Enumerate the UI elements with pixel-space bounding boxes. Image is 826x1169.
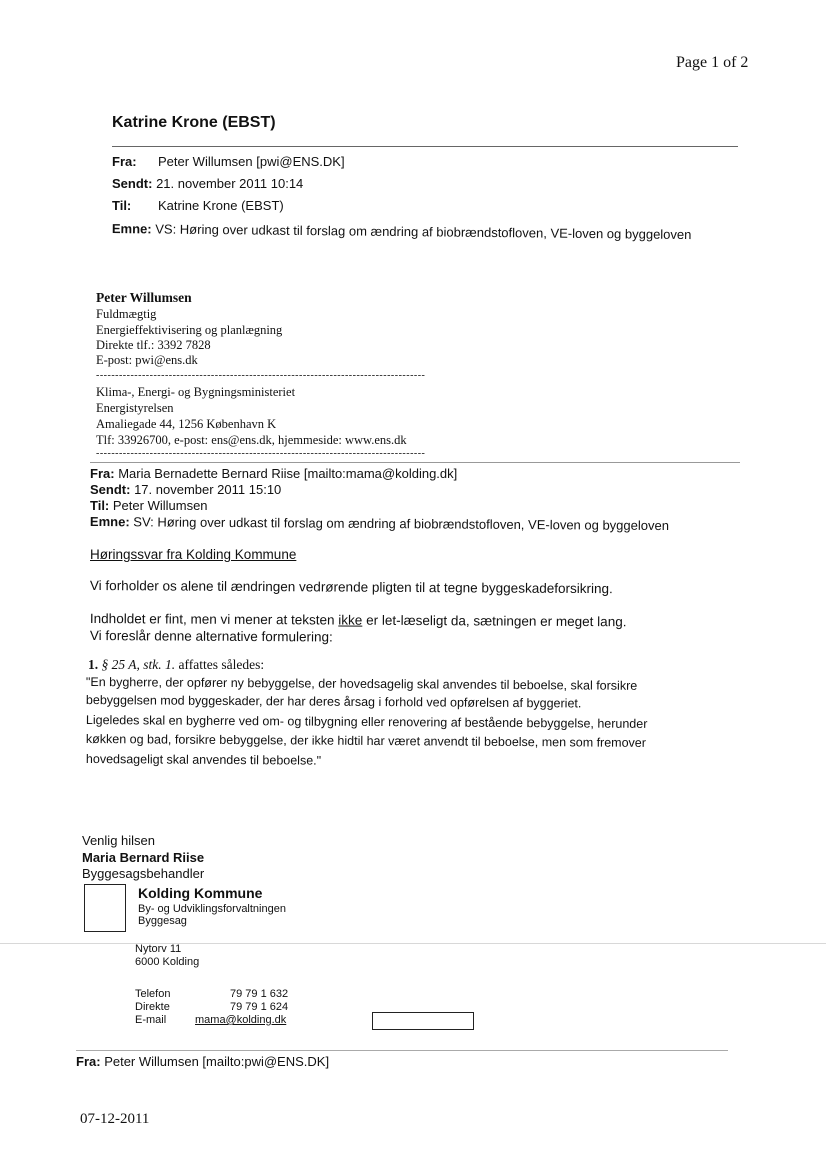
org-department: By- og Udviklingsforvaltningen [138, 903, 286, 915]
stamp-box [372, 1012, 474, 1030]
closing-role: Byggesagsbehandler [82, 866, 205, 881]
body-heading: Høringssvar fra Kolding Kommune [90, 547, 297, 562]
header-from [112, 154, 345, 170]
sender-department: Energieffektivisering og planlægning [96, 323, 283, 337]
forward-to-label: Til: [90, 498, 110, 513]
proposal-reference: § 25 A, stk. 1. [101, 657, 176, 672]
header-sent-label: Sendt: [112, 176, 153, 191]
closing-greeting: Venlig hilsen [82, 833, 155, 848]
org-city: 6000 Kolding [135, 956, 200, 968]
header-sent [112, 176, 303, 192]
forward-sent [90, 482, 281, 498]
header-to-label: Til: [112, 198, 132, 213]
agency-contact-line: Tlf: 33926700, e-post: ens@ens.dk, hjemmeside: www.ens.dk [96, 433, 407, 447]
header-to-value: Katrine Krone (EBST) [158, 198, 284, 213]
agency-address: Amaliegade 44, 1256 København K [96, 417, 277, 431]
header-sent-value: 21. november 2011 10:14 [156, 176, 304, 191]
quote-line-4: køkken og bad, forsikre bebyggelse, der ikke hidtil har været anvendt til beboelse, men som fremover [85, 732, 646, 750]
contact-telefon [135, 988, 288, 1001]
sender-name: Peter Willumsen [96, 290, 192, 305]
org-street: Nytorv 11 [135, 943, 182, 955]
footer-from-label: Fra: [76, 1054, 101, 1069]
proposal-number: 1. [88, 657, 99, 672]
contact-direkte-value: 79 79 1 624 [230, 1001, 289, 1013]
forward-rule [90, 462, 740, 463]
quote-line-3: Ligeledes skal en bygherre ved om- og tilbygning eller renovering af bestående bebyggelse, herunder [85, 713, 648, 731]
footer-from-value: Peter Willumsen [mailto:pwi@ENS.DK] [104, 1054, 330, 1069]
proposal-line [88, 656, 264, 673]
closing-name: Maria Bernard Riise [82, 850, 205, 865]
body-paragraph-2-pre: Indholdet er fint, men vi mener at teksten [89, 611, 339, 628]
contact-telefon-label: Telefon [135, 988, 171, 1000]
sender-email-label: E-post: [96, 353, 133, 367]
contact-email [135, 1014, 286, 1027]
sender-email-value: pwi@ens.dk [135, 353, 198, 367]
forward-subject [90, 514, 669, 534]
org-name: Kolding Kommune [138, 885, 263, 901]
quote-line-5: hovedsageligt skal anvendes til beboelse." [85, 752, 322, 768]
ministry-name: Klima-, Energi- og Bygningsministeriet [96, 385, 296, 399]
contact-email-label: E-mail [135, 1014, 167, 1026]
header-subject [112, 221, 692, 243]
forward-to-value: Peter Willumsen [112, 498, 208, 513]
header-from-label: Fra: [112, 154, 137, 169]
sender-phone-label: Direkte tlf.: [96, 338, 155, 352]
footer-date: 07-12-2011 [80, 1111, 150, 1127]
forward-subject-value: SV: Høring over udkast til forslag om ændring af biobrændstofloven, VE-loven og byggeloven [133, 514, 670, 534]
header-from-value: Peter Willumsen [pwi@ENS.DK] [158, 154, 345, 169]
signature-separator-top: -------------------------------------------------------------------------------------- [96, 370, 426, 381]
contact-direkte [135, 1001, 288, 1014]
forward-sent-value: 17. november 2011 15:10 [134, 482, 282, 497]
contact-telefon-value: 79 79 1 632 [230, 988, 289, 1000]
body-paragraph-2-line-2: Vi foreslår denne alternative formulering: [89, 628, 333, 645]
footer-from [76, 1054, 329, 1070]
sender-email [96, 352, 198, 368]
contact-direkte-label: Direkte [135, 1001, 170, 1013]
header-to [112, 198, 284, 214]
page-number: Page 1 of 2 [676, 54, 749, 71]
footer-rule [76, 1050, 728, 1051]
quote-line-2: bebyggelsen mod byggeskader, der har deres årsag i forhold ved opførelsen af byggeriet. [85, 693, 582, 711]
forward-from-label: Fra: [90, 466, 115, 481]
body-paragraph-2-emphasis: ikke [338, 612, 363, 628]
agency-name: Energistyrelsen [96, 401, 174, 415]
sender-title: Fuldmægtig [96, 307, 157, 321]
logo-placeholder [84, 884, 126, 932]
org-rule [0, 943, 826, 944]
header-subject-label: Emne: [111, 221, 152, 237]
sender-phone [96, 337, 211, 353]
quote-line-1: "En bygherre, der opfører ny bebyggelse, der hovedsagelig skal anvendes til beboelse, skal forsikre [85, 675, 638, 693]
body-paragraph-2-post: er let-læseligt da, sætningen er meget lang. [362, 612, 627, 630]
forward-sent-label: Sendt: [90, 482, 131, 497]
header-rule [112, 146, 738, 147]
signature-separator-bottom: -------------------------------------------------------------------------------------- [96, 448, 426, 459]
header-subject-value: VS: Høring over udkast til forslag om ændring af biobrændstofloven, VE-loven og byggeloven [155, 221, 692, 243]
proposal-rest: affattes således: [178, 657, 265, 672]
forward-from-value: Maria Bernadette Bernard Riise [mailto:mama@kolding.dk] [118, 466, 458, 481]
forward-subject-label: Emne: [89, 514, 130, 530]
recipient-title: Katrine Krone (EBST) [112, 114, 276, 131]
forward-from [90, 466, 457, 482]
sender-phone-value: 3392 7828 [157, 338, 211, 352]
org-section: Byggesag [138, 915, 187, 927]
forward-to [90, 498, 208, 514]
contact-email-link[interactable]: mama@kolding.dk [195, 1014, 287, 1026]
body-paragraph-1: Vi forholder os alene til ændringen vedrørende pligten til at tegne byggeskadeforsikring. [89, 578, 613, 597]
